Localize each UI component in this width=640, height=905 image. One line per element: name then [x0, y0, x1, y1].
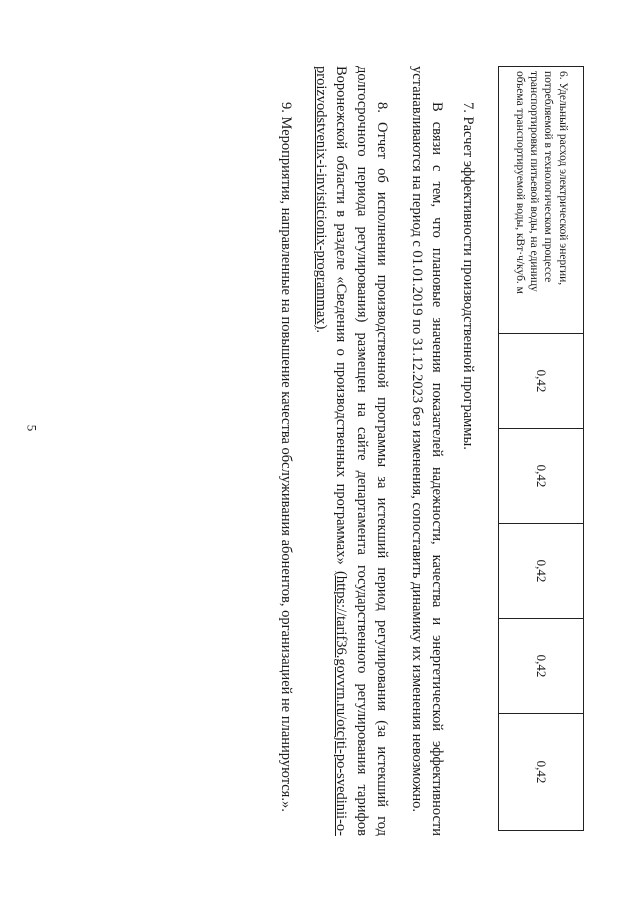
indicator-label-line: потребляемой в технологическом процессе: [542, 71, 555, 283]
indicator-table: [498, 66, 584, 831]
paragraph-8-end: .: [313, 329, 329, 333]
report-link[interactable]: (https://tarif36.govvrn.ru/otcjti-po-svedinii-o-proizvodstvenix-i-invisticionix-programmax): [313, 66, 350, 836]
indicator-label-line: объема транспортируемой воды, кВт·ч/куб. м: [513, 71, 526, 294]
paragraph-plan-values: В связи с тем, что плановые значения показателей надежности, качества и энергетической эффективности устанавливаются на период с 01.01.2019 по 31.12.2023 без изменения, сопоставить динамику их изменения невозможно.: [409, 66, 446, 836]
table-row: [499, 67, 584, 831]
indicator-label-cell: [499, 67, 584, 334]
paragraph-8: [311, 66, 393, 836]
indicator-label-line: 6. Удельный расход электрической энергии,: [556, 71, 569, 286]
indicator-value-2022: 0,42: [499, 619, 584, 714]
indicator-value-2023: 0,42: [499, 714, 584, 831]
indicator-value-2019: 0,42: [499, 334, 584, 429]
paragraph-9: 9. Мероприятия, направленные на повышение качества обслуживания абонентов, организацией не планируются.».: [278, 102, 295, 812]
indicator-value-2021: 0,42: [499, 524, 584, 619]
indicator-value-2020: 0,42: [499, 429, 584, 524]
rotated-document-content: [36, 42, 596, 882]
indicator-label-line: транспортировки питьевой воды, на единицу: [528, 71, 540, 292]
paragraph-8-text: 8. Отчет об исполнении производственной программы за истекший период регулирования (за истекший год долгосрочного периода регулирования) размещен на сайте департамента государственного регулирования тарифов Воронежской области в разделе «Сведения о производственных программах»: [333, 66, 391, 836]
page-number: 5: [24, 424, 40, 432]
document-body: [262, 66, 478, 836]
paragraph-7: 7. Расчет эффективности производственной программы.: [460, 102, 476, 450]
